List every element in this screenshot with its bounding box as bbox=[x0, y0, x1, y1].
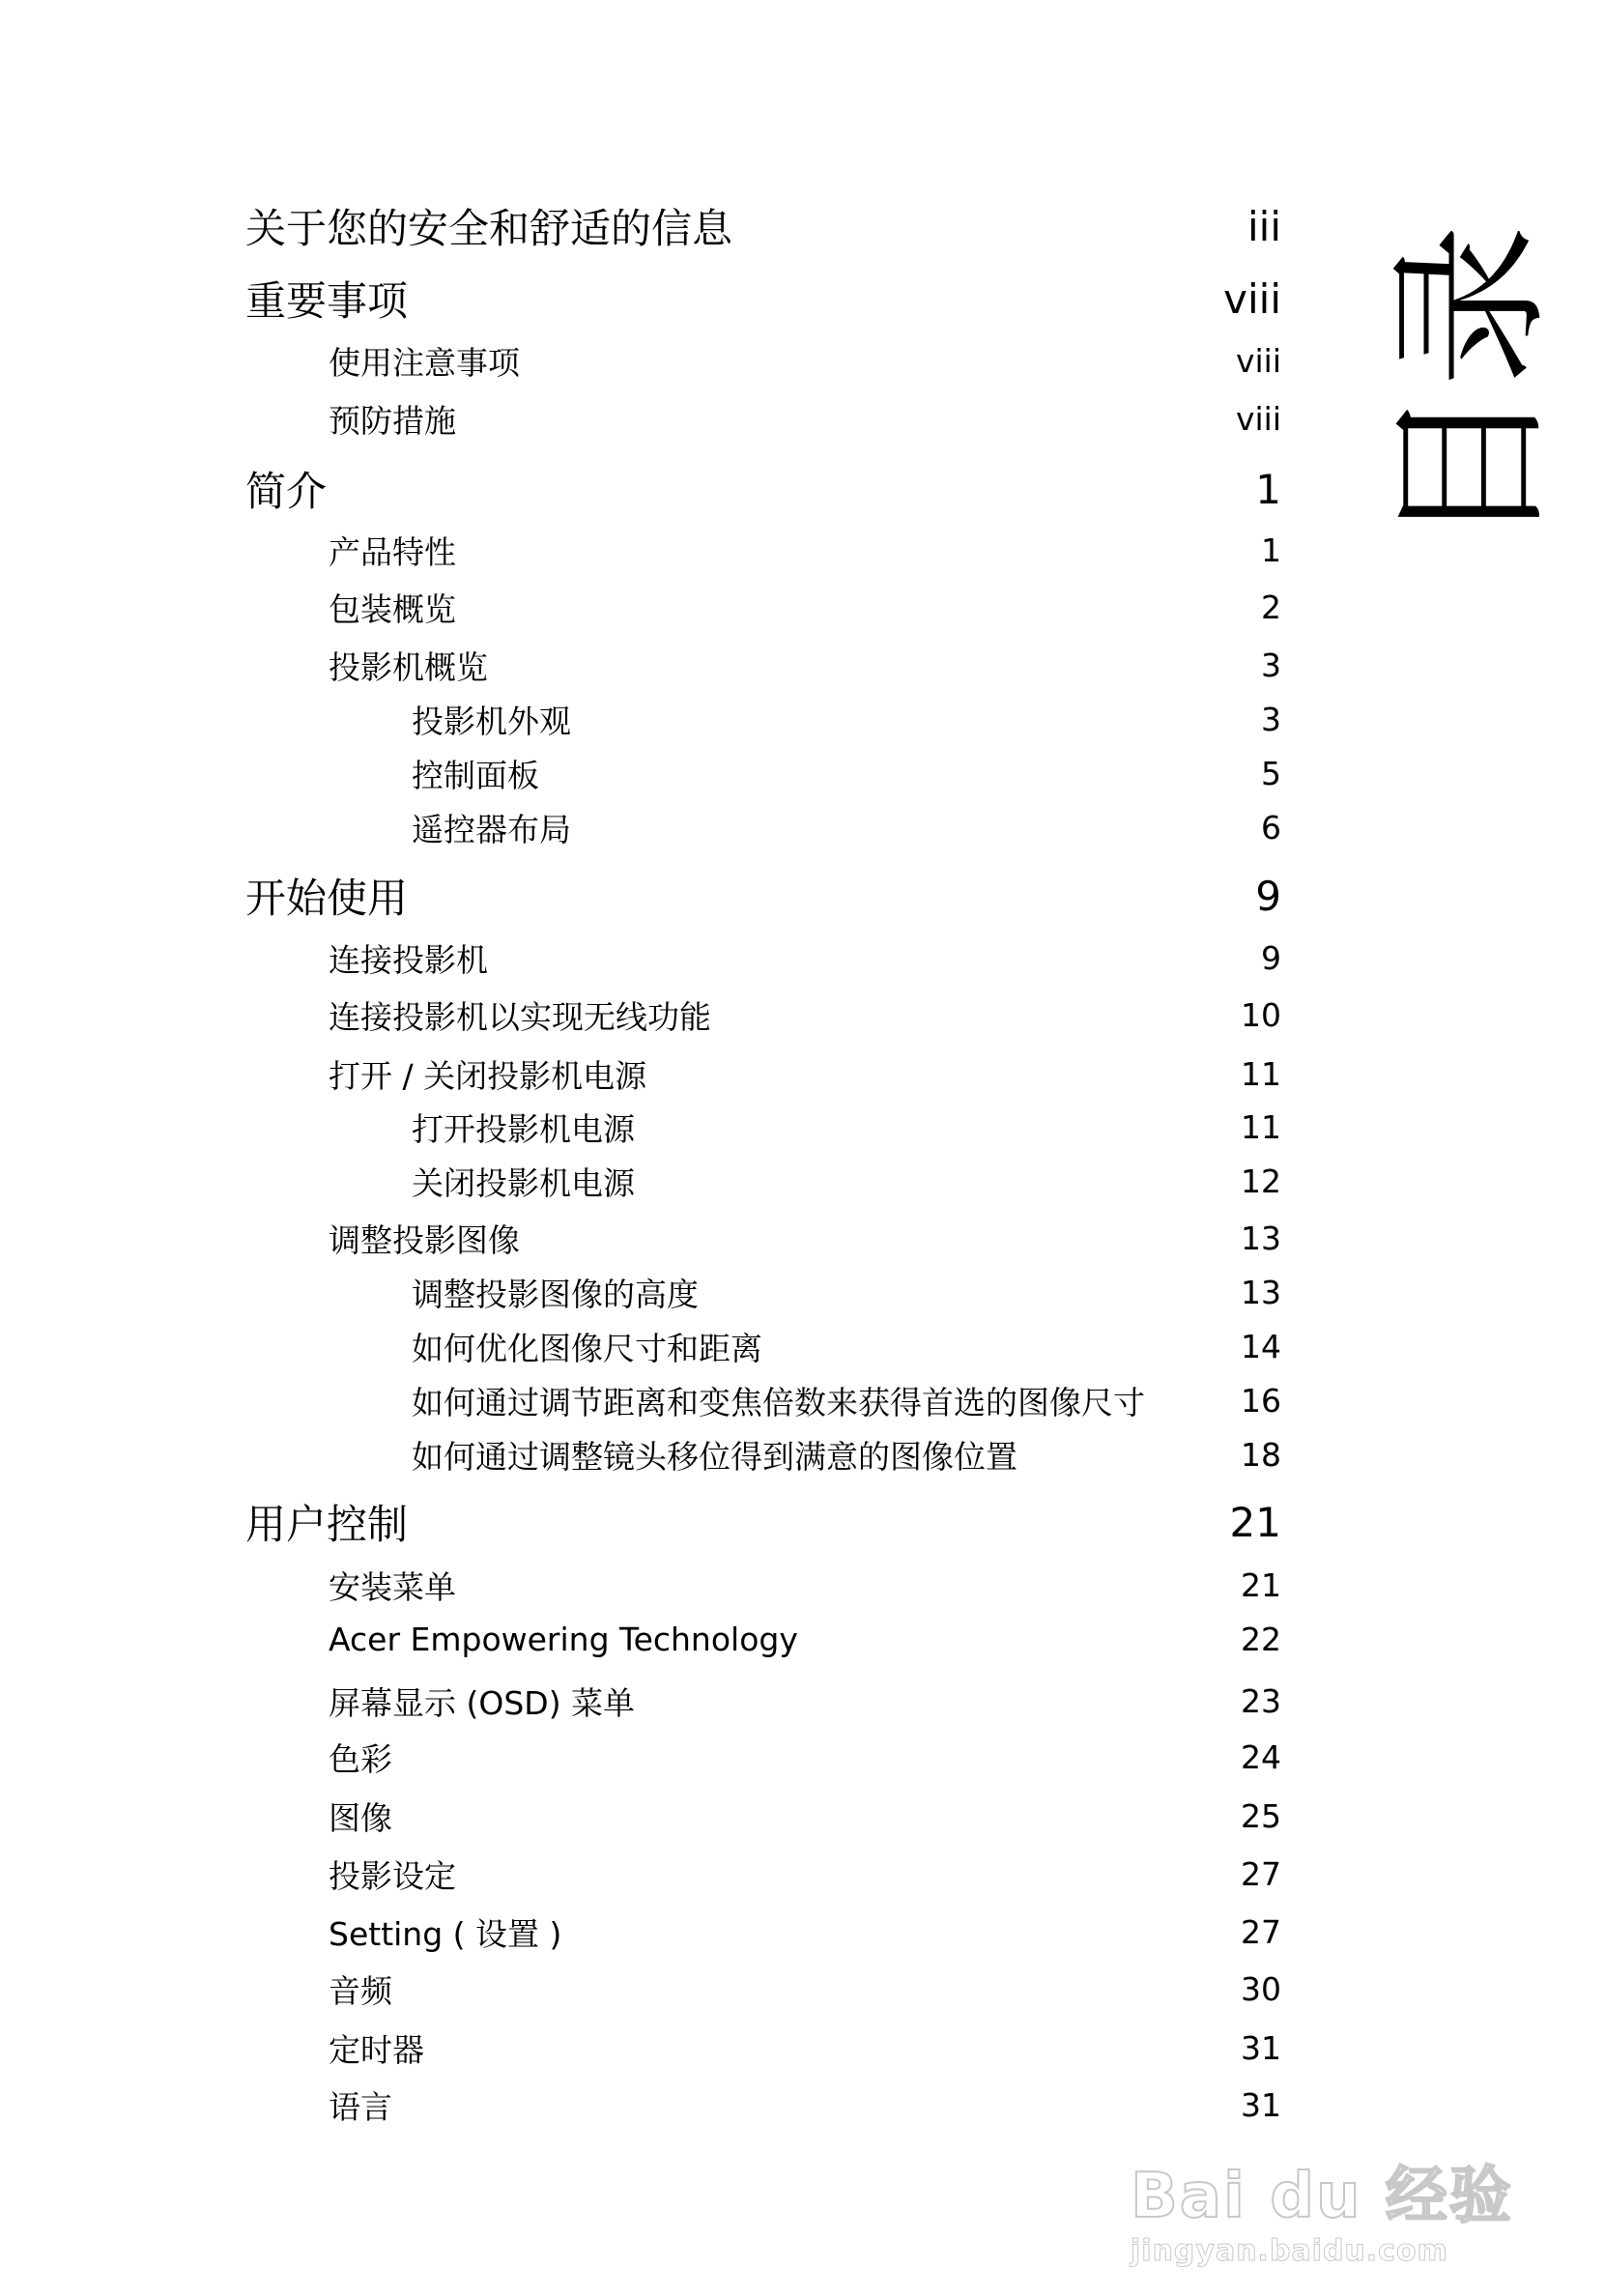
toc-entry-page: 1 bbox=[1255, 465, 1281, 513]
toc-entry-page: 6 bbox=[1261, 808, 1281, 847]
toc-entry-page: 9 bbox=[1255, 872, 1281, 920]
toc-entry[interactable] bbox=[0, 744, 1281, 802]
toc-entry-title: 语言 bbox=[329, 2087, 392, 2126]
toc-entry-page: 23 bbox=[1241, 1681, 1281, 1720]
toc-entry-page: iii bbox=[1246, 202, 1281, 250]
toc-entry-title: 音频 bbox=[329, 1971, 392, 2010]
toc-entry-title: 使用注意事项 bbox=[329, 343, 520, 382]
toc-entry-title: 如何通过调节距离和变焦倍数来获得首选的图像尺寸 bbox=[412, 1383, 1145, 1421]
toc-entry-title: 重要事项 bbox=[245, 277, 409, 325]
toc-entry[interactable] bbox=[0, 270, 1281, 328]
toc-entry[interactable] bbox=[0, 1371, 1281, 1429]
toc-entry-title: 用户控制 bbox=[245, 1501, 409, 1548]
toc-entry-title: 打开 / 关闭投影机电源 bbox=[329, 1056, 647, 1095]
toc-entry-page: viii bbox=[1235, 341, 1281, 380]
toc-entry-page: 2 bbox=[1261, 588, 1281, 626]
toc-entry-page: 16 bbox=[1241, 1381, 1281, 1420]
toc-entry-title: 图像 bbox=[329, 1798, 392, 1837]
toc-entry[interactable] bbox=[0, 867, 1281, 925]
toc-entry-title: 开始使用 bbox=[245, 875, 409, 922]
toc-entry-page: viii bbox=[1223, 274, 1281, 323]
toc-entry[interactable] bbox=[0, 1209, 1281, 1267]
toc-entry-title: 连接投影机 bbox=[329, 940, 488, 979]
toc-entry-page: 13 bbox=[1241, 1219, 1281, 1257]
toc-entry-page: 5 bbox=[1261, 754, 1281, 792]
toc-entry-title: 调整投影图像 bbox=[329, 1220, 520, 1259]
watermark-url: jingyan.baidu.com bbox=[1131, 2234, 1448, 2268]
toc-entry-page: 11 bbox=[1241, 1054, 1281, 1093]
toc-entry[interactable] bbox=[0, 460, 1281, 518]
toc-entry-title: 控制面板 bbox=[412, 756, 539, 794]
toc-entry[interactable] bbox=[0, 1787, 1281, 1845]
toc-entry-title: 如何通过调整镜头移位得到满意的图像位置 bbox=[412, 1437, 1017, 1476]
toc-entry-page: 24 bbox=[1241, 1737, 1281, 1776]
toc-entry-page: 21 bbox=[1241, 1565, 1281, 1604]
toc-entry-page: 18 bbox=[1241, 1435, 1281, 1474]
toc-entry-title: 连接投影机以实现无线功能 bbox=[329, 997, 711, 1036]
toc-entry-page: 22 bbox=[1241, 1620, 1281, 1658]
toc-entry[interactable] bbox=[0, 1610, 1281, 1668]
toc-entry-page: 14 bbox=[1241, 1327, 1281, 1365]
toc-entry-page: 31 bbox=[1241, 2085, 1281, 2124]
toc-entry-page: 3 bbox=[1261, 700, 1281, 738]
page-title: 目录 bbox=[1376, 224, 1565, 549]
toc-entry-title: 关于您的安全和舒适的信息 bbox=[245, 205, 733, 252]
toc-entry-page: 3 bbox=[1261, 646, 1281, 684]
toc-entry[interactable] bbox=[0, 1960, 1281, 2018]
toc-entry[interactable] bbox=[0, 389, 1281, 447]
toc-entry[interactable] bbox=[0, 1317, 1281, 1375]
toc-entry-page: viii bbox=[1235, 399, 1281, 438]
toc-entry[interactable] bbox=[0, 690, 1281, 748]
toc-entry-title: 关闭投影机电源 bbox=[412, 1163, 635, 1202]
toc-entry[interactable] bbox=[0, 1098, 1281, 1156]
toc-entry[interactable] bbox=[0, 2076, 1281, 2134]
toc-entry[interactable] bbox=[0, 798, 1281, 856]
toc-entry-title: 投影机外观 bbox=[412, 702, 571, 740]
toc-entry[interactable] bbox=[0, 1903, 1281, 1961]
toc-entry-page: 10 bbox=[1241, 995, 1281, 1034]
toc-entry-page: 11 bbox=[1241, 1107, 1281, 1146]
toc-entry[interactable] bbox=[0, 1152, 1281, 1210]
baidu-jingyan-watermark bbox=[1131, 2160, 1513, 2270]
toc-entry[interactable] bbox=[0, 331, 1281, 389]
toc-entry-page: 31 bbox=[1241, 2028, 1281, 2067]
toc-entry-title: 简介 bbox=[245, 468, 328, 515]
toc-entry[interactable] bbox=[0, 578, 1281, 636]
toc-entry[interactable] bbox=[0, 636, 1281, 694]
toc-entry-page: 25 bbox=[1241, 1796, 1281, 1835]
toc-entry[interactable] bbox=[0, 929, 1281, 987]
toc-entry-title: 遥控器布局 bbox=[412, 810, 571, 848]
watermark-logo: Bai du 经验 bbox=[1131, 2161, 1513, 2232]
toc-entry-page: 27 bbox=[1241, 1854, 1281, 1893]
toc-entry-title: 打开投影机电源 bbox=[412, 1109, 635, 1148]
toc-entry-title: 预防措施 bbox=[329, 401, 456, 440]
toc-entry-title: 如何优化图像尺寸和距离 bbox=[412, 1329, 762, 1367]
toc-entry-title: 屏幕显示 (OSD) 菜单 bbox=[329, 1683, 636, 1722]
toc-entry[interactable] bbox=[0, 986, 1281, 1044]
toc-entry-page: 21 bbox=[1229, 1498, 1281, 1546]
toc-entry-title: 投影机概览 bbox=[329, 647, 488, 686]
toc-entry-title: 调整投影图像的高度 bbox=[412, 1275, 699, 1313]
toc-entry-title: 定时器 bbox=[329, 2030, 424, 2069]
toc-entry-title: 安装菜单 bbox=[329, 1567, 456, 1606]
toc-entry[interactable] bbox=[0, 1845, 1281, 1903]
toc-entry[interactable] bbox=[0, 1556, 1281, 1614]
toc-entry-title: 色彩 bbox=[329, 1739, 392, 1778]
toc-entry-title: 产品特性 bbox=[329, 532, 456, 571]
toc-entry-title: Acer Empowering Technology bbox=[329, 1620, 798, 1658]
toc-entry[interactable] bbox=[0, 1728, 1281, 1786]
toc-entry-page: 1 bbox=[1261, 531, 1281, 569]
toc-entry-page: 30 bbox=[1241, 1969, 1281, 2008]
toc-entry-page: 13 bbox=[1241, 1273, 1281, 1311]
toc-entry-title: 包装概览 bbox=[329, 589, 456, 628]
toc-entry[interactable] bbox=[0, 1493, 1281, 1551]
toc-entry[interactable] bbox=[0, 197, 1281, 255]
toc-entry[interactable] bbox=[0, 2019, 1281, 2077]
toc-entry[interactable] bbox=[0, 1425, 1281, 1483]
toc-entry[interactable] bbox=[0, 521, 1281, 579]
toc-entry[interactable] bbox=[0, 1672, 1281, 1730]
toc-entry-title: 投影设定 bbox=[329, 1856, 456, 1895]
toc-entry-page: 9 bbox=[1261, 938, 1281, 977]
toc-entry-page: 27 bbox=[1241, 1912, 1281, 1951]
toc-entry[interactable] bbox=[0, 1045, 1281, 1103]
toc-entry-page: 12 bbox=[1241, 1162, 1281, 1200]
toc-entry-title: Setting ( 设置 ) bbox=[329, 1914, 562, 1953]
toc-entry[interactable] bbox=[0, 1263, 1281, 1321]
